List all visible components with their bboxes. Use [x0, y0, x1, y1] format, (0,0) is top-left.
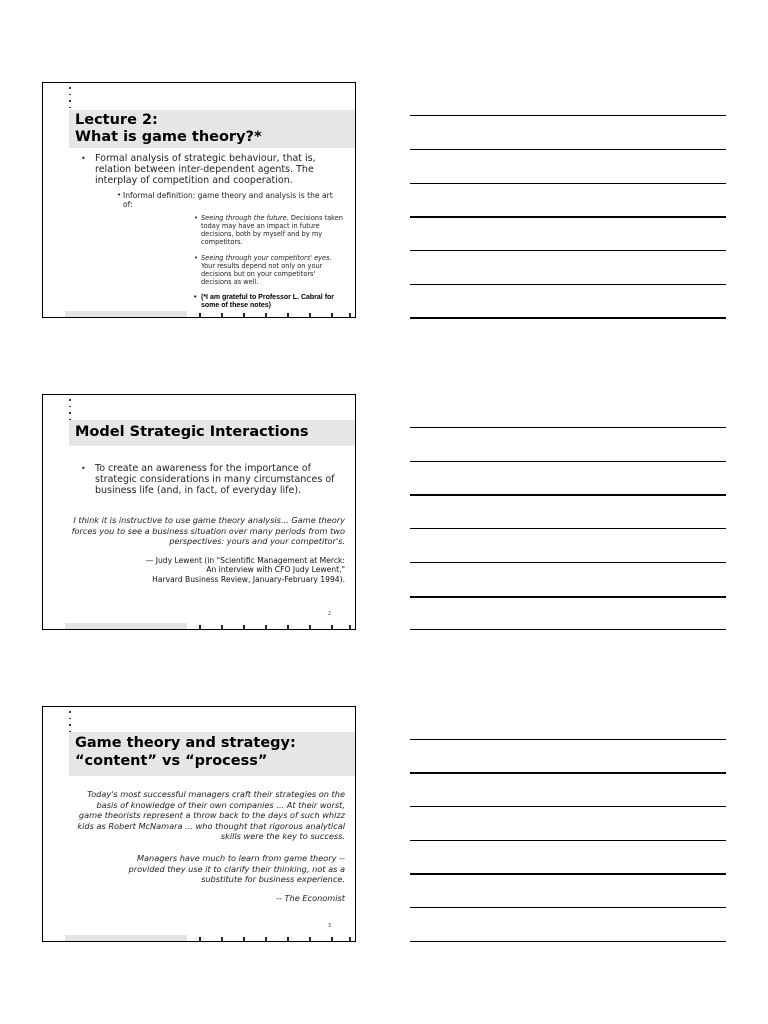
slide-3	[42, 706, 356, 942]
list-item-2: • Seeing through your competitors' eyes. Your results depend not only on your decisions but on your competitors' decisions as well.	[194, 254, 332, 286]
page-number: 2	[327, 611, 331, 617]
quote-1: Today's most successful managers craft their strategies on the basis of knowledge of their own companies ... At their worst, game theorists represent a throw back to the days of such whizz kids as Robert McNamara ... who thought that rigorous analytical skills were the key to success.	[77, 789, 345, 842]
footer-bar	[65, 311, 187, 318]
quote: I think it is instructive to use game theory analysis... Game theory forces you to see a business situation over many periods from two perspectives: yours and your competitor's.	[71, 515, 345, 547]
slide-title: Model Strategic Interactions	[69, 420, 355, 446]
note-line	[410, 115, 726, 116]
note-line	[410, 149, 726, 150]
footnote: • (*I am grateful to Professor L. Cabral for some of these notes)	[194, 294, 335, 309]
quote-2: Managers have much to learn from game theory -- provided they use it to clarify their thinking, not as a substitute for business experience.	[128, 853, 345, 885]
slide-1	[42, 82, 356, 318]
note-line	[410, 596, 726, 598]
note-line	[410, 461, 726, 462]
title-line-2: What is game theory?*	[75, 129, 262, 145]
note-line	[410, 629, 726, 630]
note-line	[410, 427, 726, 428]
note-line	[410, 739, 726, 740]
footer-bar	[65, 623, 187, 630]
note-line	[410, 183, 726, 184]
title-line-2: “content” vs “process”	[75, 753, 268, 769]
footer-bar	[65, 935, 187, 942]
note-line	[410, 317, 726, 319]
footer-ticks	[197, 936, 356, 941]
slide-title	[69, 732, 355, 776]
note-line	[410, 840, 726, 841]
note-line	[410, 284, 726, 285]
list-item-1: • Seeing through the future. Decisions taken today may have an impact in future decisions, both by myself and by my competitors.	[194, 214, 343, 246]
note-line	[410, 941, 726, 942]
slide-2	[42, 394, 356, 630]
quote-source: -- The Economist	[276, 893, 345, 903]
footer-ticks	[197, 624, 356, 629]
note-line	[410, 250, 726, 251]
title-line-1: Lecture 2:	[75, 112, 158, 128]
note-line	[410, 772, 726, 774]
note-line	[410, 907, 726, 908]
page-number: 3	[327, 923, 331, 929]
note-line	[410, 562, 726, 563]
title-line-1: Game theory and strategy:	[75, 735, 296, 751]
note-line	[410, 216, 726, 218]
note-line	[410, 806, 726, 807]
note-line	[410, 528, 726, 529]
sub-bullet: • Informal definition: game theory and analysis is the art of:	[117, 191, 333, 209]
attribution: — Judy Lewent (in "Scientific Management at Merck: An interview with CFO Judy Lewent," Harvard Business Review, January-February 1994).	[145, 556, 345, 584]
note-line	[410, 873, 726, 875]
note-line	[410, 494, 726, 496]
bullet-1: • To create an awareness for the importance of strategic considerations in many circumstances of business life (and, in fact, of everyday life).	[81, 463, 335, 496]
bullet-1: • Formal analysis of strategic behaviour, that is, relation between inter-dependent agents. The interplay of competition and cooperation.	[81, 153, 316, 186]
slide-title	[69, 110, 355, 148]
footer-ticks	[197, 312, 356, 317]
